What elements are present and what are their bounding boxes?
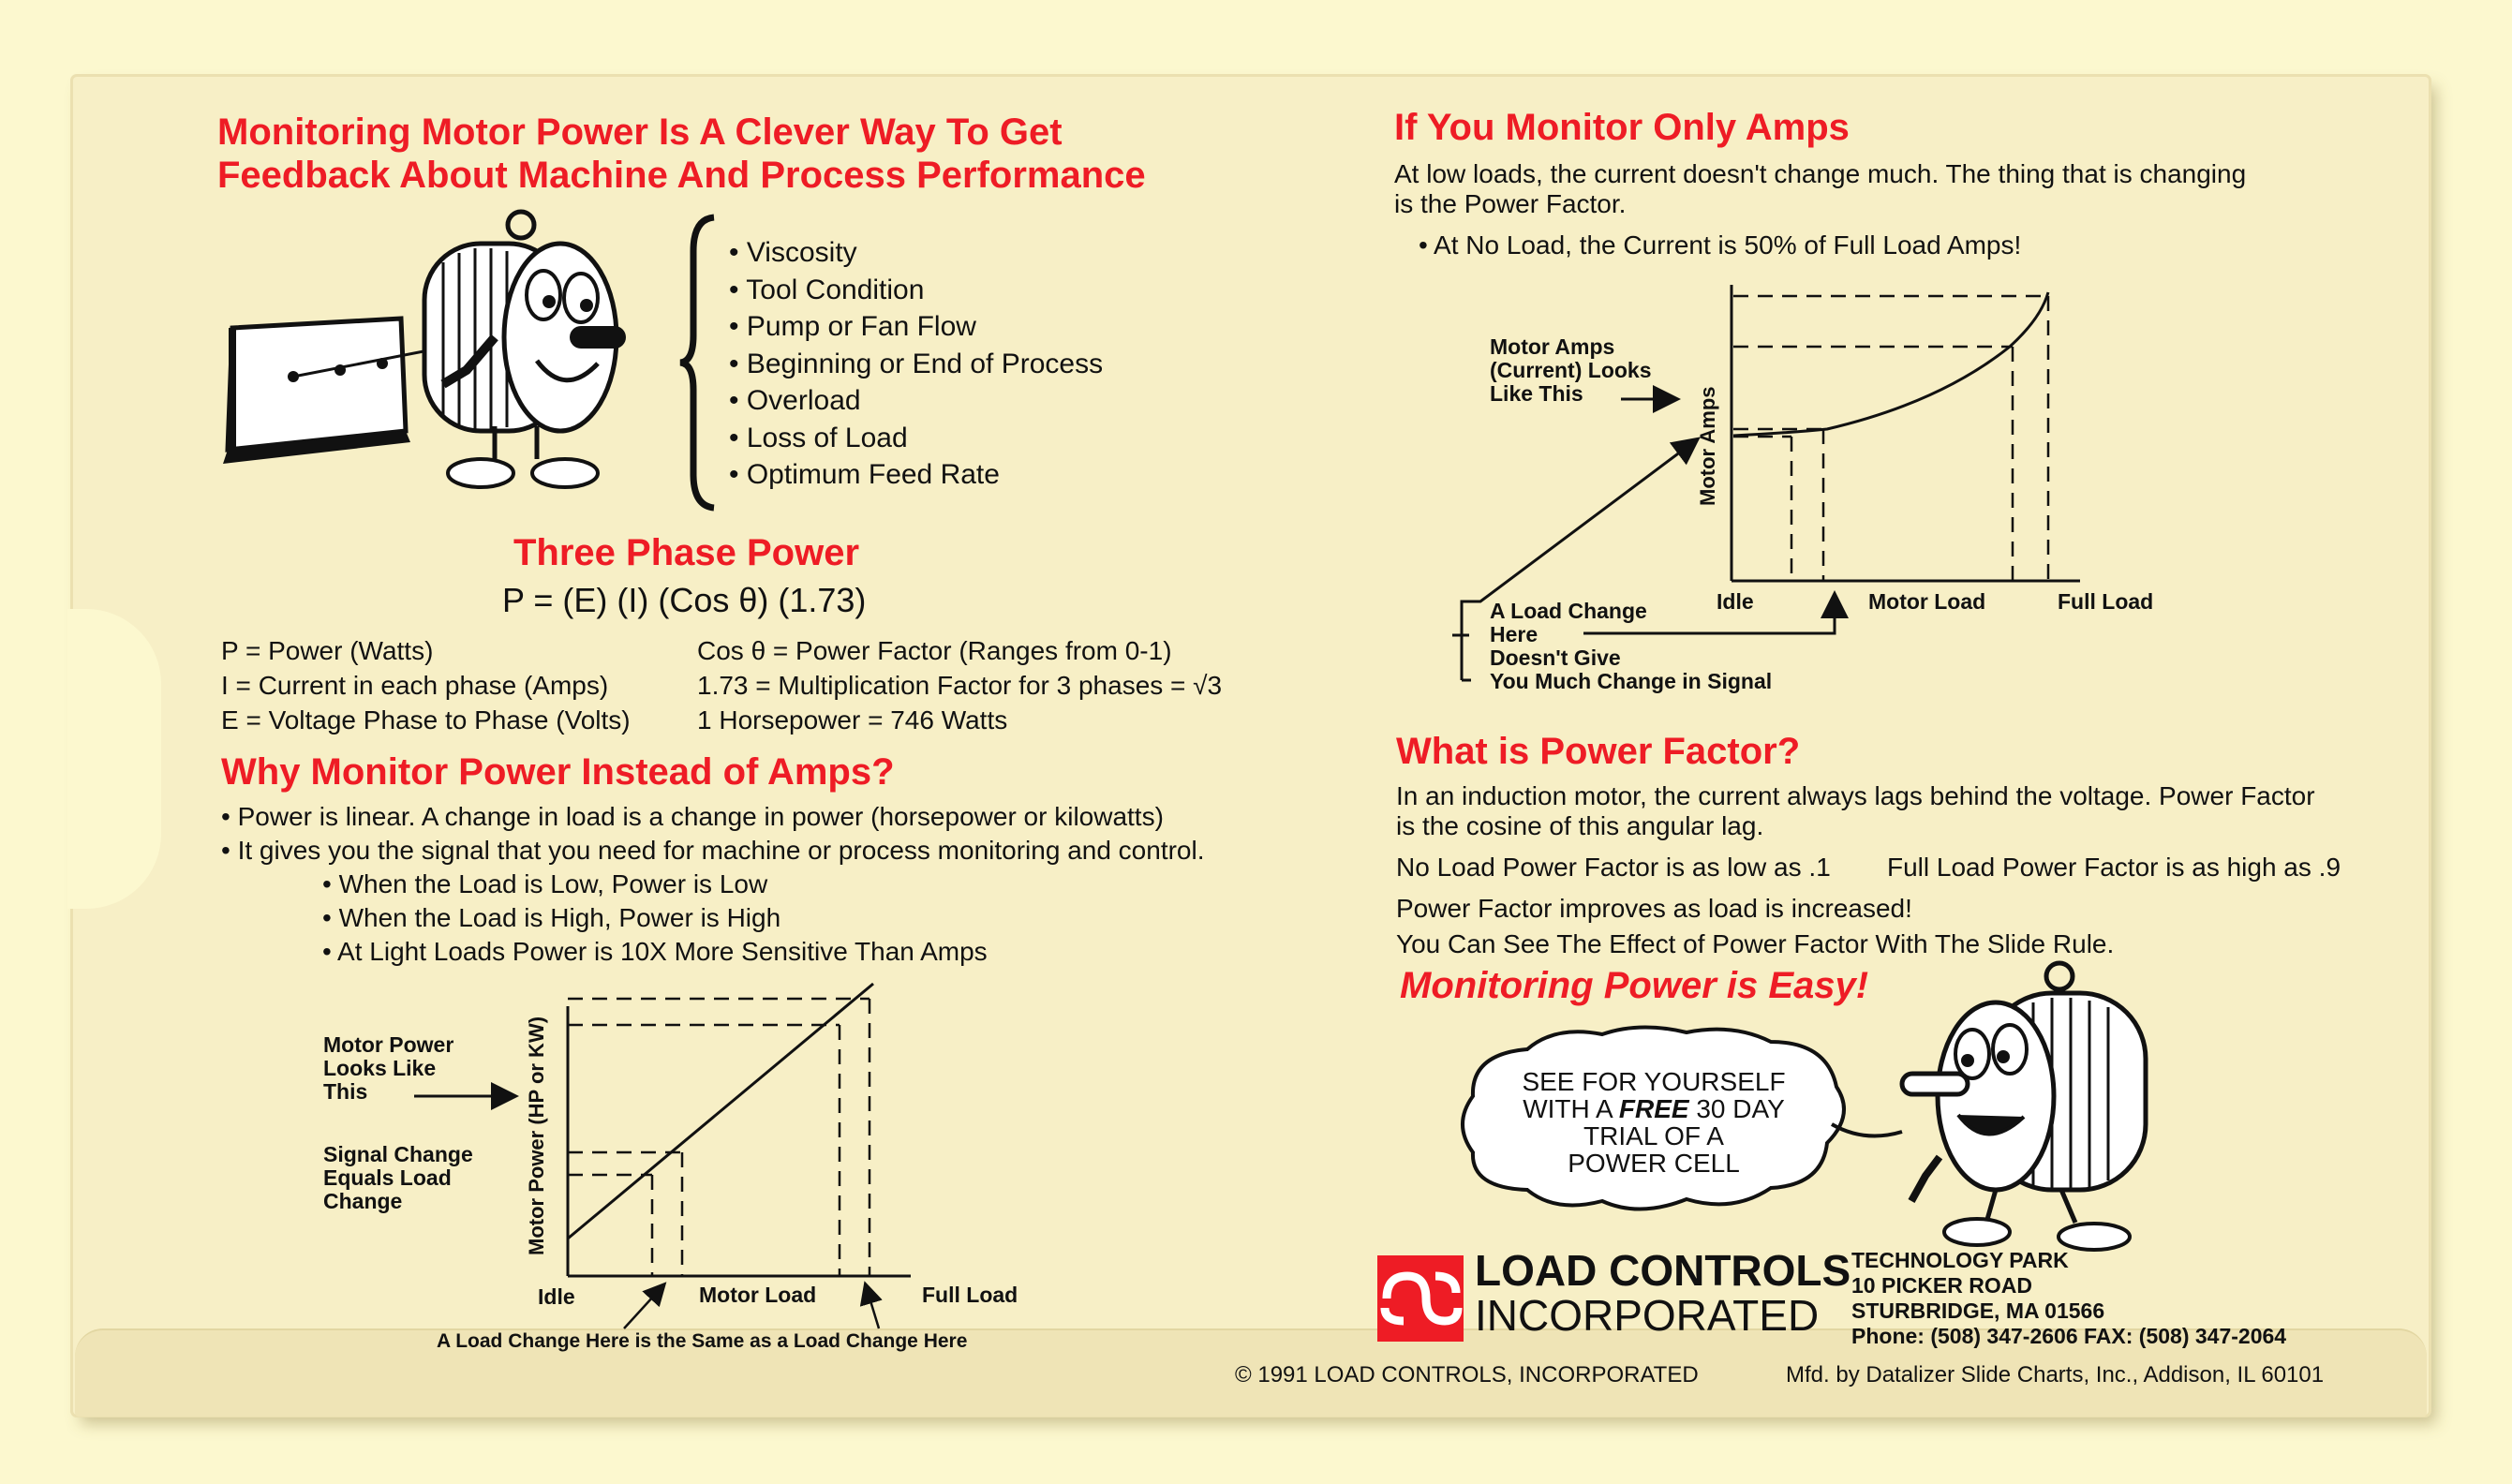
bubble-text: SEE FOR YOURSELF WITH A FREE 30 DAY TRIAL OF A POWER CELL <box>1522 1067 1786 1178</box>
amps-title: If You Monitor Only Amps <box>1394 107 1850 148</box>
brace-icon <box>676 214 720 512</box>
x-tick-idle: Idle <box>538 1284 575 1309</box>
x-tick-idle: Idle <box>1717 589 1754 614</box>
load-controls-logo-icon <box>1377 1255 1464 1342</box>
power-formula: P = (E) (I) (Cos θ) (1.73) <box>502 581 867 619</box>
caption-arrow-left <box>624 1285 663 1328</box>
definitions-right: Cos θ = Power Factor (Ranges from 0-1) 1.73 = Multiplication Factor for 3 phases = √3 1 Horsepower = 746 Watts <box>697 636 1223 735</box>
why-title: Why Monitor Power Instead of Amps? <box>221 751 895 793</box>
list-item: • Optimum Feed Rate <box>729 456 1103 494</box>
why-sub-bullets <box>322 868 988 969</box>
motor-mascot-icon <box>214 206 682 506</box>
power-factor-text: In an induction motor, the current always lags behind the voltage. Power Factor is the cosine of this angular lag. <box>1396 781 2315 840</box>
x-tick-motor-load: Motor Load <box>1868 589 1986 614</box>
amps-chart <box>1452 272 2192 693</box>
power-factor-title: What is Power Factor? <box>1396 731 1801 772</box>
list-item: • Power is linear. A change in load is a change in power (horsepower or kilowatts) <box>221 800 1205 834</box>
power-chart-caption: A Load Change Here is the Same as a Load Change Here <box>437 1330 968 1352</box>
list-item: • Loss of Load <box>729 420 1103 457</box>
power-chart <box>403 974 1059 1330</box>
x-tick-motor-load: Motor Load <box>699 1283 817 1307</box>
list-item: • It gives you the signal that you need for machine or process monitoring and control. <box>221 834 1205 868</box>
manufacturer: Mfd. by Datalizer Slide Charts, Inc., Addison, IL 60101 <box>1786 1362 2325 1388</box>
amps-text: At low loads, the current doesn't change much. The thing that is changing is the Power Factor. <box>1394 159 2247 218</box>
amps-bullet: • At No Load, the Current is 50% of Full Load Amps! <box>1419 230 2022 260</box>
easy-title: Monitoring Power is Easy! <box>1400 965 1869 1006</box>
power-line <box>568 984 873 1239</box>
list-item: • At Light Loads Power is 10X More Sensitive Than Amps <box>322 935 988 969</box>
list-item: • Overload <box>729 382 1103 420</box>
thumb-notch <box>67 609 161 909</box>
x-tick-full-load: Full Load <box>922 1283 1018 1307</box>
motor-amps-label: Motor Amps (Current) Looks Like This <box>1490 334 1652 406</box>
list-item: • When the Load is High, Power is High <box>322 901 988 935</box>
y-axis-label: Motor Amps <box>1696 386 1719 506</box>
motor-power-label: Motor Power Looks Like This <box>323 1032 454 1104</box>
pf-improves: Power Factor improves as load is increased! <box>1396 894 1912 923</box>
feedback-list <box>729 234 1103 494</box>
slide-rule-note: You Can See The Effect of Power Factor With The Slide Rule. <box>1396 929 2115 958</box>
definitions-left: P = Power (Watts) I = Current in each phase (Amps) E = Voltage Phase to Phase (Volts) <box>221 636 631 735</box>
list-item: • Pump or Fan Flow <box>729 308 1103 346</box>
list-item: • When the Load is Low, Power is Low <box>322 868 988 901</box>
load-change-arrow-2 <box>1583 596 1835 633</box>
no-load-pf: No Load Power Factor is as low as .1 <box>1396 853 1831 882</box>
list-item: • Tool Condition <box>729 272 1103 309</box>
signal-change-label: Signal Change Equals Load Change <box>323 1142 473 1213</box>
list-item: • Viscosity <box>729 234 1103 272</box>
load-change-arrow-1 <box>1462 440 1696 680</box>
caption-arrow-right <box>866 1285 879 1328</box>
why-bullets <box>221 800 1205 868</box>
motor-mascot-icon <box>1883 956 2192 1255</box>
company-address: TECHNOLOGY PARK 10 PICKER ROAD STURBRIDGE, MA 01566 Phone: (508) 347-2606 FAX: (508) 347-2064 <box>1851 1248 2287 1348</box>
guide-lines <box>568 999 870 1276</box>
full-load-pf: Full Load Power Factor is as high as .9 <box>1887 853 2341 882</box>
load-change-label: A Load Change Here Doesn't Give You Much Change in Signal <box>1490 599 1773 693</box>
copyright: © 1991 LOAD CONTROLS, INCORPORATED <box>1235 1362 1699 1388</box>
amps-curve <box>1733 292 2048 436</box>
y-axis-label: Motor Power (HP or KW) <box>525 1016 548 1255</box>
list-item: • Beginning or End of Process <box>729 346 1103 383</box>
main-title: Monitoring Motor Power Is A Clever Way To Get Feedback About Machine And Process Performance <box>217 111 1146 196</box>
company-name: LOAD CONTROLS INCORPORATED <box>1475 1246 1851 1340</box>
guide-lines <box>1733 296 2048 581</box>
three-phase-title: Three Phase Power <box>513 532 860 573</box>
x-tick-full-load: Full Load <box>2058 589 2154 614</box>
